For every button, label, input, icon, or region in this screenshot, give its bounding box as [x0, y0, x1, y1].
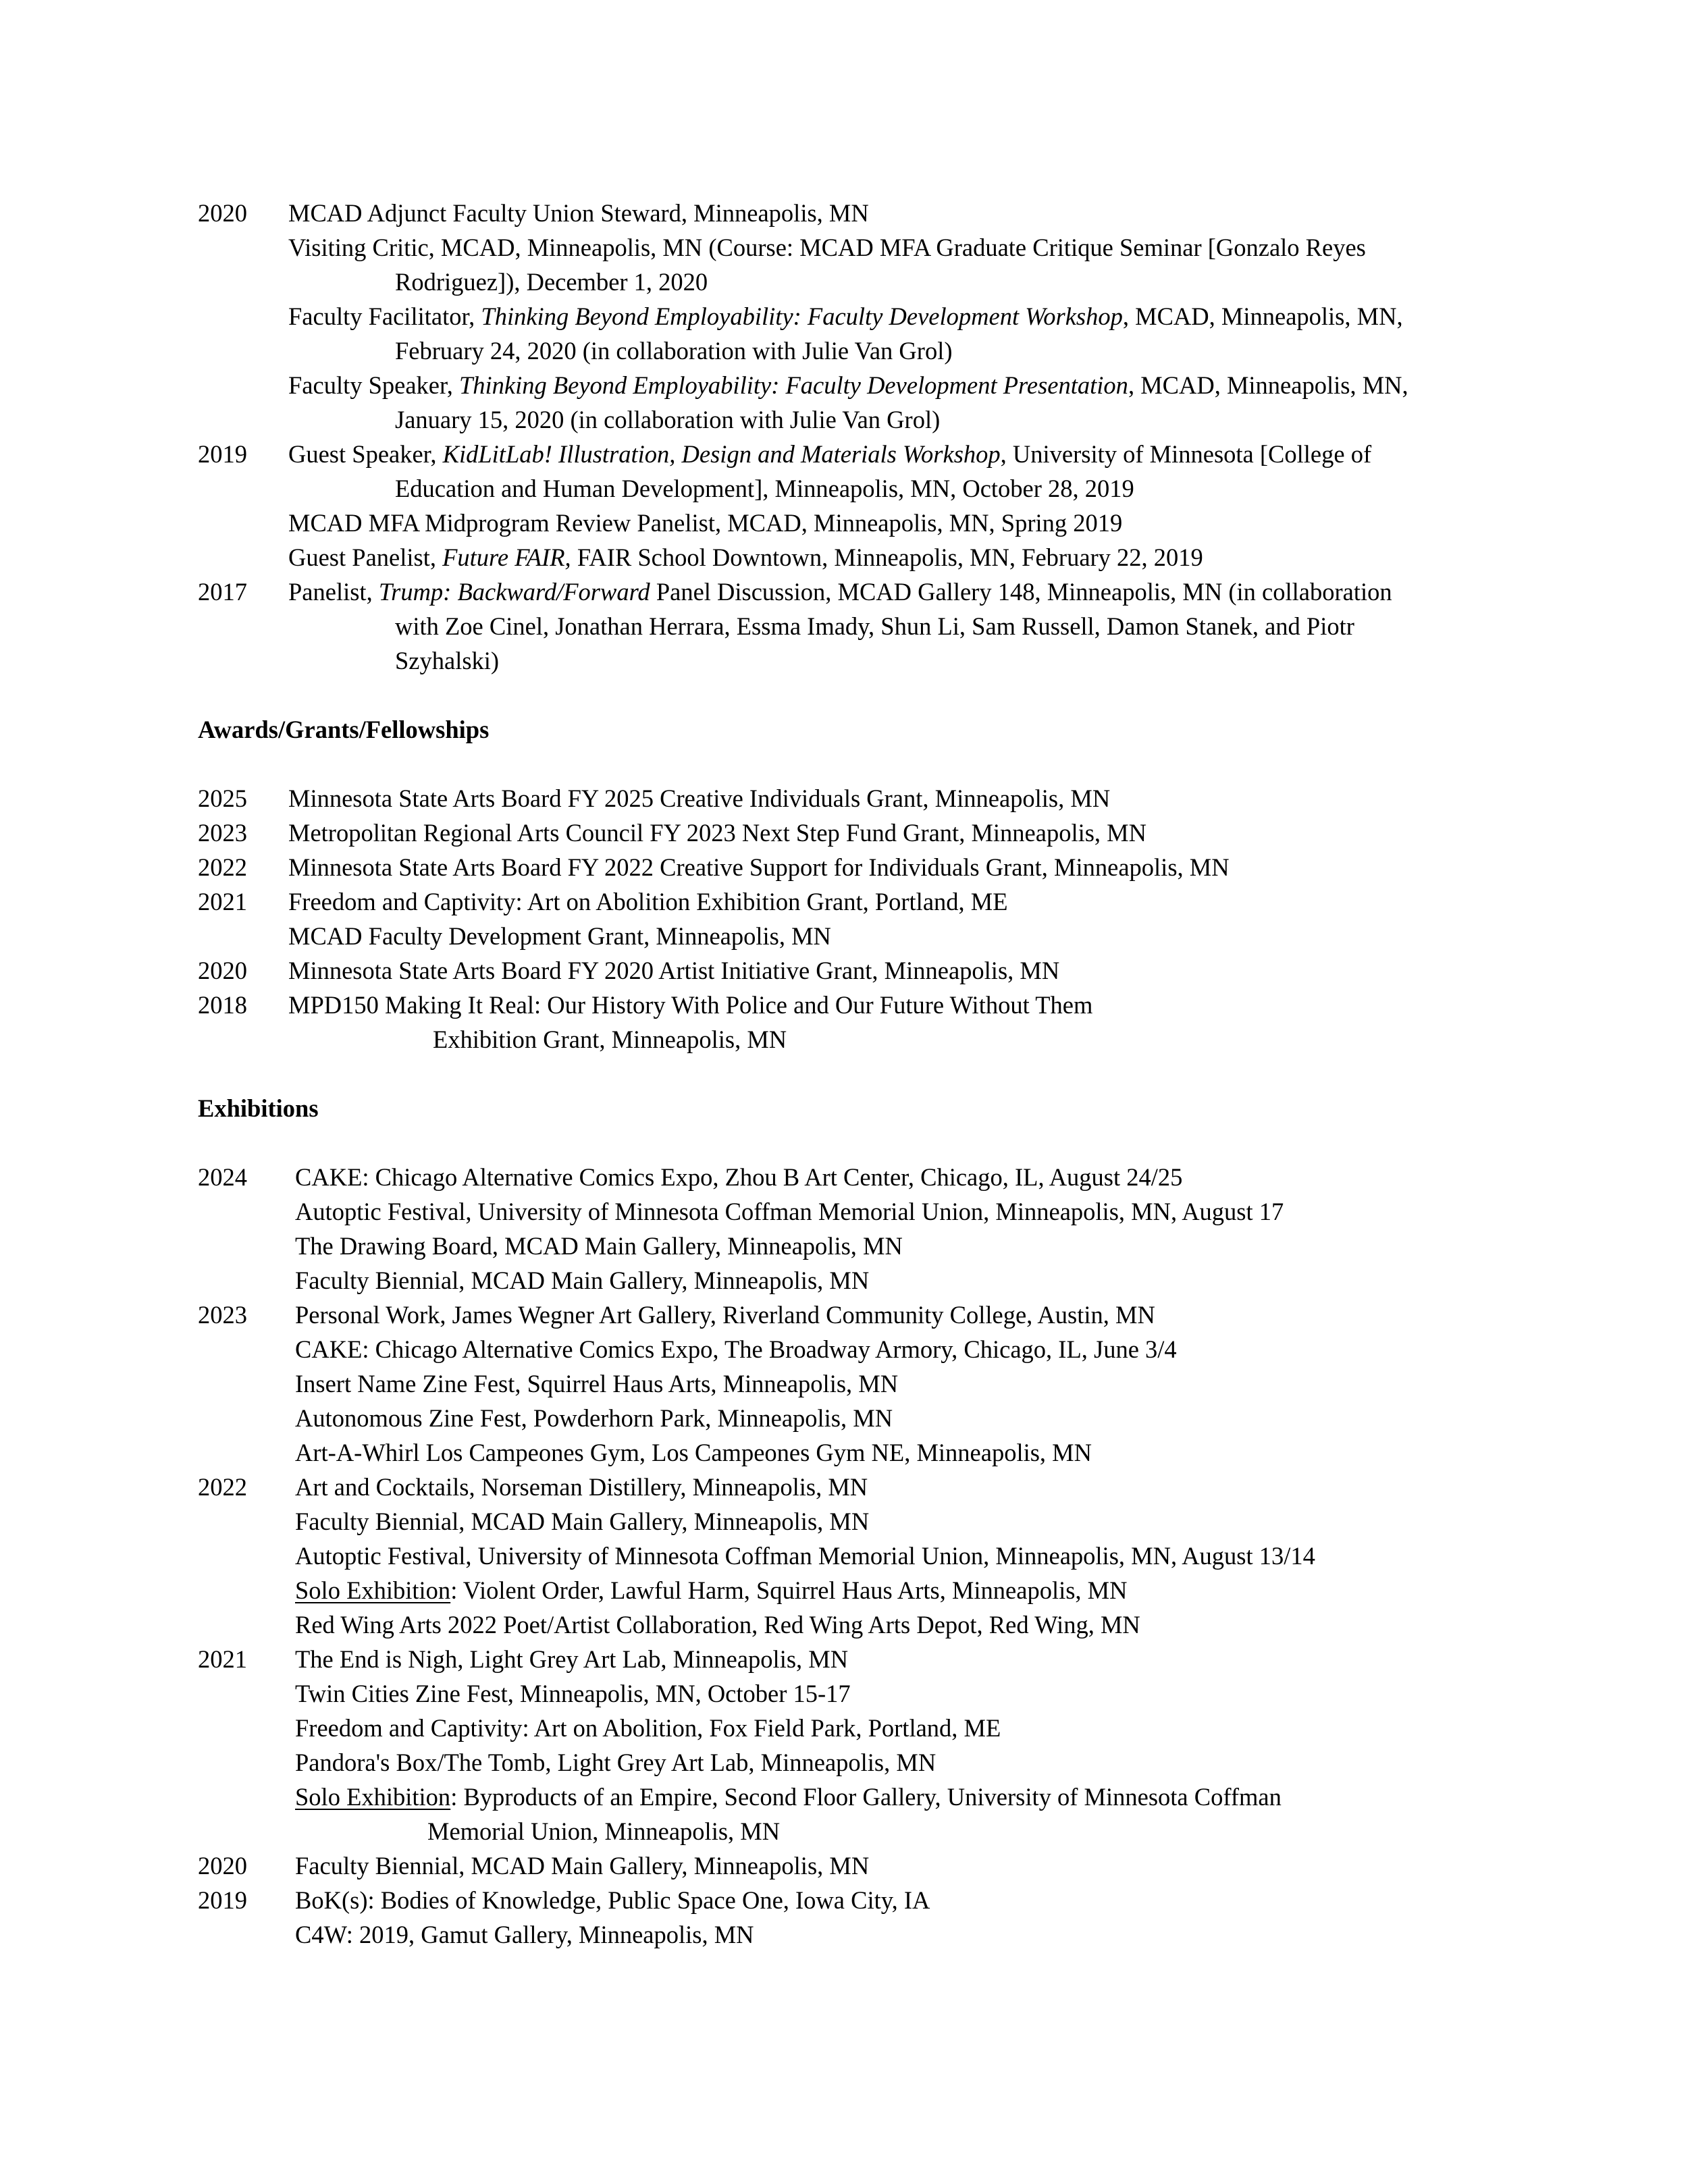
entry-text: Guest Speaker, KidLitLab! Illustration, Design and Materials Workshop, University of Minnesota [College of — [288, 440, 1372, 468]
exhibition-entry: Twin Cities Zine Fest, Minneapolis, MN, October 15-17 — [295, 1680, 851, 1707]
work-title: KidLitLab! Illustration, Design and Materials Workshop — [442, 440, 1001, 468]
year-2023: 2023 — [198, 819, 247, 847]
award-entry: Minnesota State Arts Board FY 2022 Creative Support for Individuals Grant, Minneapolis, MN — [288, 853, 1230, 881]
entry-text: Rodriguez]), December 1, 2020 — [395, 268, 708, 296]
entry-text: MCAD Adjunct Faculty Union Steward, Minneapolis, MN — [288, 199, 869, 227]
exhibition-entry: Solo Exhibition: Byproducts of an Empire, Second Floor Gallery, University of Minnesota Coffman — [295, 1783, 1282, 1811]
exhibition-entry: Memorial Union, Minneapolis, MN — [427, 1817, 781, 1845]
exhibition-entry: Faculty Biennial, MCAD Main Gallery, Minneapolis, MN — [295, 1508, 870, 1535]
year-2022: 2022 — [198, 853, 247, 881]
exhibition-entry: Faculty Biennial, MCAD Main Gallery, Minneapolis, MN — [295, 1267, 870, 1294]
year-2017: 2017 — [198, 578, 247, 606]
award-entry: Exhibition Grant, Minneapolis, MN — [433, 1026, 787, 1053]
entry-text: Faculty Speaker, Thinking Beyond Employability: Faculty Development Presentation, MCAD, Minneapolis, MN, — [288, 371, 1408, 399]
year-2018: 2018 — [198, 991, 247, 1019]
entry-text: February 24, 2020 (in collaboration with Julie Van Grol) — [395, 337, 953, 365]
exhibition-entry: C4W: 2019, Gamut Gallery, Minneapolis, MN — [295, 1921, 754, 1948]
entry-text: Szyhalski) — [395, 647, 500, 674]
entry-text: Panelist, Trump: Backward/Forward Panel Discussion, MCAD Gallery 148, Minneapolis, MN (in collaboration — [288, 578, 1392, 606]
year-2024: 2024 — [198, 1163, 247, 1191]
exhibition-entry: Art-A-Whirl Los Campeones Gym, Los Campeones Gym NE, Minneapolis, MN — [295, 1439, 1092, 1466]
year-2019: 2019 — [198, 1886, 247, 1914]
award-entry: MCAD Faculty Development Grant, Minneapolis, MN — [288, 922, 831, 950]
exhibition-entry: Autoptic Festival, University of Minnesota Coffman Memorial Union, Minneapolis, MN, August 17 — [295, 1198, 1284, 1225]
award-entry: Minnesota State Arts Board FY 2020 Artist Initiative Grant, Minneapolis, MN — [288, 957, 1060, 984]
year-2020: 2020 — [198, 1852, 247, 1880]
entry-text: Guest Panelist, Future FAIR, FAIR School Downtown, Minneapolis, MN, February 22, 2019 — [288, 543, 1203, 571]
exhibition-entry: The End is Nigh, Light Grey Art Lab, Minneapolis, MN — [295, 1645, 849, 1673]
award-entry: Freedom and Captivity: Art on Abolition Exhibition Grant, Portland, ME — [288, 888, 1008, 915]
work-title: Thinking Beyond Employability: Faculty Development Workshop — [481, 302, 1123, 330]
year-2023: 2023 — [198, 1301, 247, 1329]
exhibition-entry: Faculty Biennial, MCAD Main Gallery, Minneapolis, MN — [295, 1852, 870, 1880]
entry-text: with Zoe Cinel, Jonathan Herrara, Essma Imady, Shun Li, Sam Russell, Damon Stanek, and Piotr — [395, 612, 1354, 640]
work-title: Future FAIR, — [442, 543, 571, 571]
award-entry: Metropolitan Regional Arts Council FY 2023 Next Step Fund Grant, Minneapolis, MN — [288, 819, 1146, 847]
exhibition-entry: CAKE: Chicago Alternative Comics Expo, The Broadway Armory, Chicago, IL, June 3/4 — [295, 1335, 1177, 1363]
year-2025: 2025 — [198, 784, 247, 812]
entry-text: Education and Human Development], Minneapolis, MN, October 28, 2019 — [395, 475, 1134, 502]
exhibition-entry: Red Wing Arts 2022 Poet/Artist Collaboration, Red Wing Arts Depot, Red Wing, MN — [295, 1611, 1140, 1639]
solo-exhibition-label: Solo Exhibition — [295, 1576, 451, 1604]
entry-text: January 15, 2020 (in collaboration with Julie Van Grol) — [395, 406, 941, 433]
year-2021: 2021 — [198, 888, 247, 915]
section-heading-awards: Awards/Grants/Fellowships — [198, 716, 490, 743]
exhibition-entry: Insert Name Zine Fest, Squirrel Haus Arts, Minneapolis, MN — [295, 1370, 899, 1397]
year-2022: 2022 — [198, 1473, 247, 1501]
exhibition-entry: Autoptic Festival, University of Minnesota Coffman Memorial Union, Minneapolis, MN, August 13/14 — [295, 1542, 1315, 1570]
entry-text: MCAD MFA Midprogram Review Panelist, MCAD, Minneapolis, MN, Spring 2019 — [288, 509, 1123, 537]
work-title: Thinking Beyond Employability: Faculty Development Presentation — [458, 371, 1128, 399]
year-2020: 2020 — [198, 957, 247, 984]
exhibition-entry: Personal Work, James Wegner Art Gallery, Riverland Community College, Austin, MN — [295, 1301, 1155, 1329]
award-entry: Minnesota State Arts Board FY 2025 Creative Individuals Grant, Minneapolis, MN — [288, 784, 1111, 812]
exhibition-entry: Autonomous Zine Fest, Powderhorn Park, Minneapolis, MN — [295, 1404, 893, 1432]
work-title: Trump: Backward/Forward — [378, 578, 650, 606]
section-heading-exhibitions: Exhibitions — [198, 1094, 319, 1122]
entry-text: Visiting Critic, MCAD, Minneapolis, MN (Course: MCAD MFA Graduate Critique Seminar [Gonzalo Reyes — [288, 234, 1366, 261]
year-2020: 2020 — [198, 199, 247, 227]
exhibition-entry: Art and Cocktails, Norseman Distillery, Minneapolis, MN — [295, 1473, 868, 1501]
solo-exhibition-label: Solo Exhibition — [295, 1783, 451, 1811]
year-2021: 2021 — [198, 1645, 247, 1673]
year-2019: 2019 — [198, 440, 247, 468]
entry-text: Faculty Facilitator, Thinking Beyond Employability: Faculty Development Workshop, MCAD, Minneapolis, MN, — [288, 302, 1403, 330]
exhibition-entry: Pandora's Box/The Tomb, Light Grey Art Lab, Minneapolis, MN — [295, 1749, 937, 1776]
exhibition-entry: BoK(s): Bodies of Knowledge, Public Space One, Iowa City, IA — [295, 1886, 930, 1914]
exhibition-entry: Solo Exhibition: Violent Order, Lawful Harm, Squirrel Haus Arts, Minneapolis, MN — [295, 1576, 1128, 1604]
exhibition-entry: The Drawing Board, MCAD Main Gallery, Minneapolis, MN — [295, 1232, 903, 1260]
award-entry: MPD150 Making It Real: Our History With Police and Our Future Without Them — [288, 991, 1093, 1019]
exhibition-entry: Freedom and Captivity: Art on Abolition, Fox Field Park, Portland, ME — [295, 1714, 1001, 1742]
exhibition-entry: CAKE: Chicago Alternative Comics Expo, Zhou B Art Center, Chicago, IL, August 24/25 — [295, 1163, 1183, 1191]
